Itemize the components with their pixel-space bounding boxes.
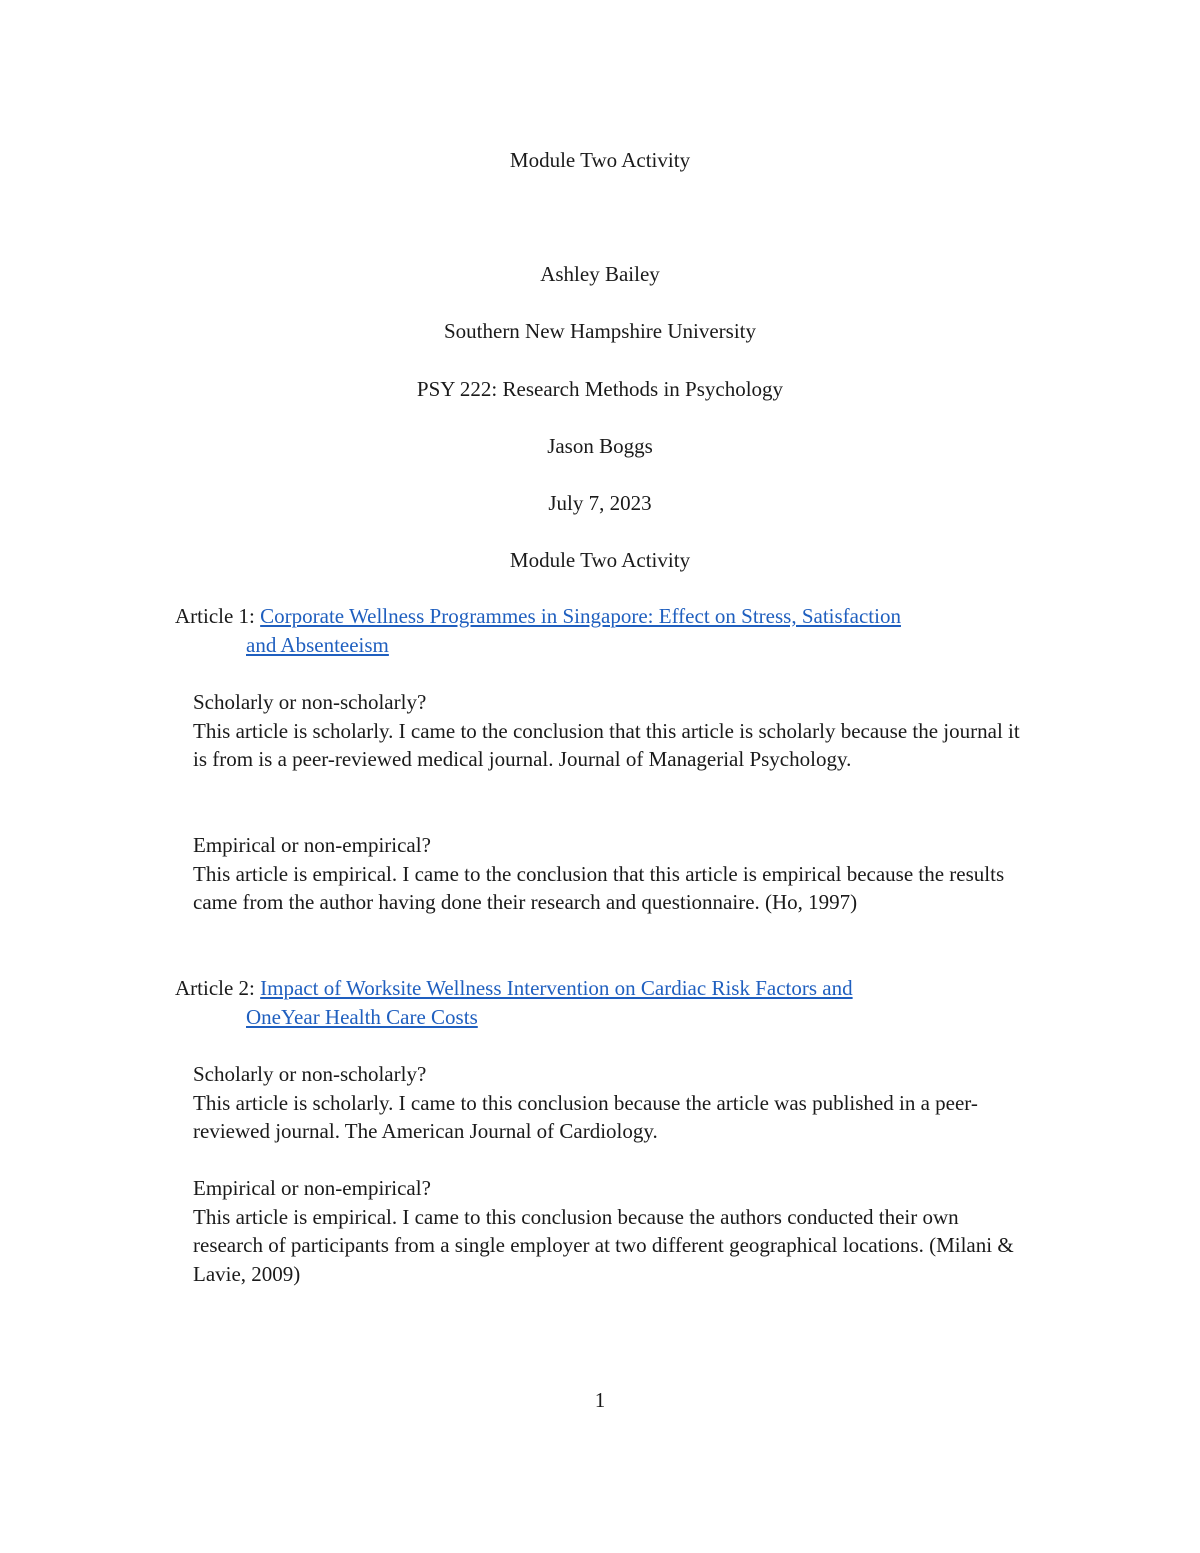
article-2-empirical-answer: This article is empirical. I came to this conclusion because the authors conducted their own research of participants from a single employer at two different geographical locations. (Milani & Lavie, 2009)	[193, 1204, 1014, 1286]
article-2-scholarly-question: Scholarly or non-scholarly?	[193, 1062, 427, 1086]
document-title: Module Two Activity	[509, 148, 691, 172]
article-1-empirical-section	[193, 831, 1033, 917]
article-1-scholarly-question: Scholarly or non-scholarly?	[193, 690, 427, 714]
article-1-heading	[175, 602, 1035, 660]
body-heading: Module Two Activity	[509, 548, 691, 572]
article-1-scholarly-answer: This article is scholarly. I came to the conclusion that this article is scholarly because the journal it is from is a peer-reviewed medical journal. Journal of Managerial Psychology.	[193, 718, 1020, 772]
author-name: Ashley Bailey	[540, 262, 660, 286]
article-1-link[interactable]: Corporate Wellness Programmes in Singapore: Effect on Stress, Satisfaction and Absenteeism	[246, 604, 901, 657]
article-2-heading	[175, 974, 1035, 1032]
article-2-empirical-question: Empirical or non-empirical?	[193, 1176, 431, 1200]
instructor-name: Jason Boggs	[547, 434, 653, 458]
article-2-scholarly-section	[193, 1060, 1033, 1146]
course-name: PSY 222: Research Methods in Psychology	[416, 377, 784, 401]
article-2-empirical-section	[193, 1174, 1033, 1288]
institution-name: Southern New Hampshire University	[443, 319, 757, 343]
article-2-scholarly-answer: This article is scholarly. I came to this conclusion because the article was published in a peer-reviewed journal. The American Journal of Cardiology.	[193, 1090, 978, 1144]
article-1-label: Article 1:	[175, 604, 261, 628]
submission-date: July 7, 2023	[548, 491, 652, 515]
article-2-link[interactable]: Impact of Worksite Wellness Intervention on Cardiac Risk Factors and OneYear Health Care Costs	[246, 976, 853, 1029]
article-1-empirical-answer: This article is empirical. I came to the conclusion that this article is empirical because the results came from the author having done their research and questionnaire. (Ho, 1997)	[193, 861, 1005, 915]
page-number: 1	[594, 1388, 606, 1412]
article-1-empirical-question: Empirical or non-empirical?	[193, 833, 431, 857]
article-2-label: Article 2:	[175, 976, 261, 1000]
article-1-scholarly-section	[193, 688, 1033, 774]
